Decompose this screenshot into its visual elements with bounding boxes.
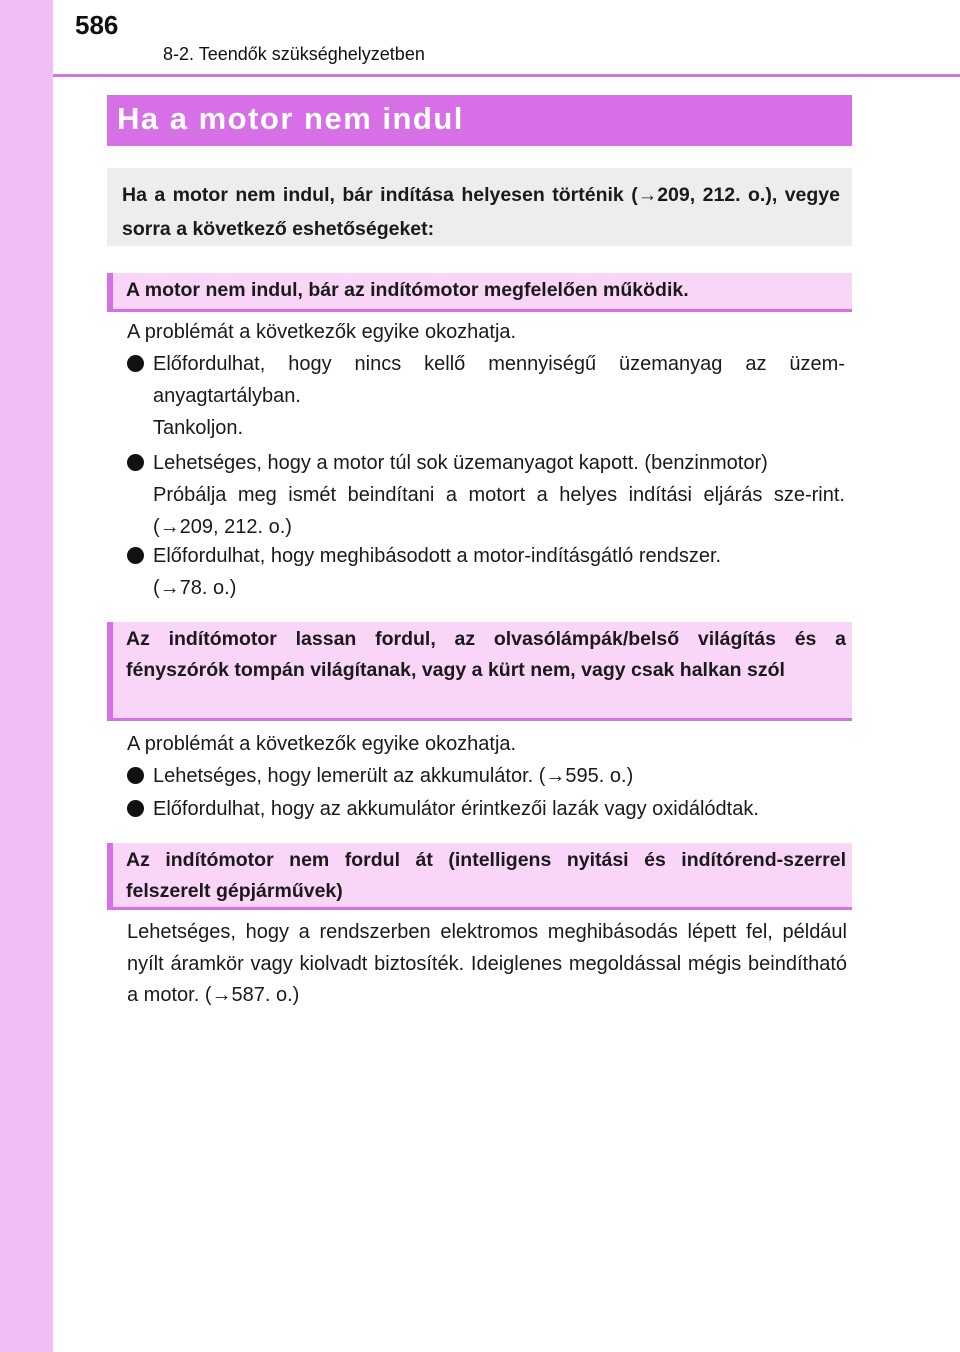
bullet-text: Előfordulhat, hogy meghibásodott a motor-indításgátló rendszer. (→78. o.) bbox=[153, 545, 722, 599]
subheading-2-text: Az indítómotor lassan fordul, az olvasólámpák/belső világítás és a fényszórók tompán világítanak, vagy a kürt nem, vagy csak halkan szól bbox=[126, 628, 846, 681]
subheading-3-text: Az indítómotor nem fordul át (intelligens nyitási és indítórend-szerrel felszerelt gépjárművek) bbox=[126, 849, 846, 902]
section-3-paragraph: Lehetséges, hogy a rendszerben elektromos meghibásodás lépett fel, például nyílt áramkör vagy kiolvadt biztosíték. Ideiglenes megoldással mégis beindítható a motor. (→587. o.) bbox=[127, 921, 847, 1006]
subheading-1 bbox=[107, 273, 852, 312]
subheading-3 bbox=[107, 843, 852, 910]
page-number: 586 bbox=[75, 10, 119, 40]
bullet-text: Lehetséges, hogy a motor túl sok üzemanyagot kapott. (benzinmotor) Próbálja meg ismét beindítani a motort a helyes indítási eljárás sze-rint. (→209, 212. o.) bbox=[153, 452, 845, 538]
bullet-dot-icon bbox=[127, 454, 144, 471]
bullet-text: Lehetséges, hogy lemerült az akkumulátor. (→595. o.) bbox=[153, 765, 634, 787]
bullet-text: Előfordulhat, hogy az akkumulátor érintkezői lazák vagy oxidálódtak. bbox=[153, 798, 759, 820]
section-title-bar bbox=[107, 95, 852, 146]
section-1-lead: A problémát a következők egyike okozhatja. bbox=[127, 321, 517, 343]
side-tab-strip bbox=[0, 0, 53, 1352]
bullet-dot-icon bbox=[127, 767, 144, 784]
bullet-text: Előfordulhat, hogy nincs kellő mennyiségű üzemanyag az üzem-anyagtartályban. Tankoljon. bbox=[153, 353, 845, 439]
section-title: Ha a motor nem indul bbox=[117, 101, 464, 136]
section-2-lead: A problémát a következők egyike okozhatja. bbox=[127, 733, 517, 755]
chapter-title: 8-2. Teendők szükséghelyzetben bbox=[163, 44, 425, 64]
subheading-2 bbox=[107, 622, 852, 721]
bullet-dot-icon bbox=[127, 355, 144, 372]
bullet-dot-icon bbox=[127, 800, 144, 817]
subheading-1-text: A motor nem indul, bár az indítómotor megfelelően működik. bbox=[126, 279, 689, 301]
intro-text: Ha a motor nem indul, bár indítása helyesen történik (→209, 212. o.), vegye sorra a következő eshetőségeket: bbox=[122, 184, 840, 240]
header-divider bbox=[53, 74, 960, 77]
intro-box bbox=[107, 168, 852, 246]
bullet-dot-icon bbox=[127, 547, 144, 564]
